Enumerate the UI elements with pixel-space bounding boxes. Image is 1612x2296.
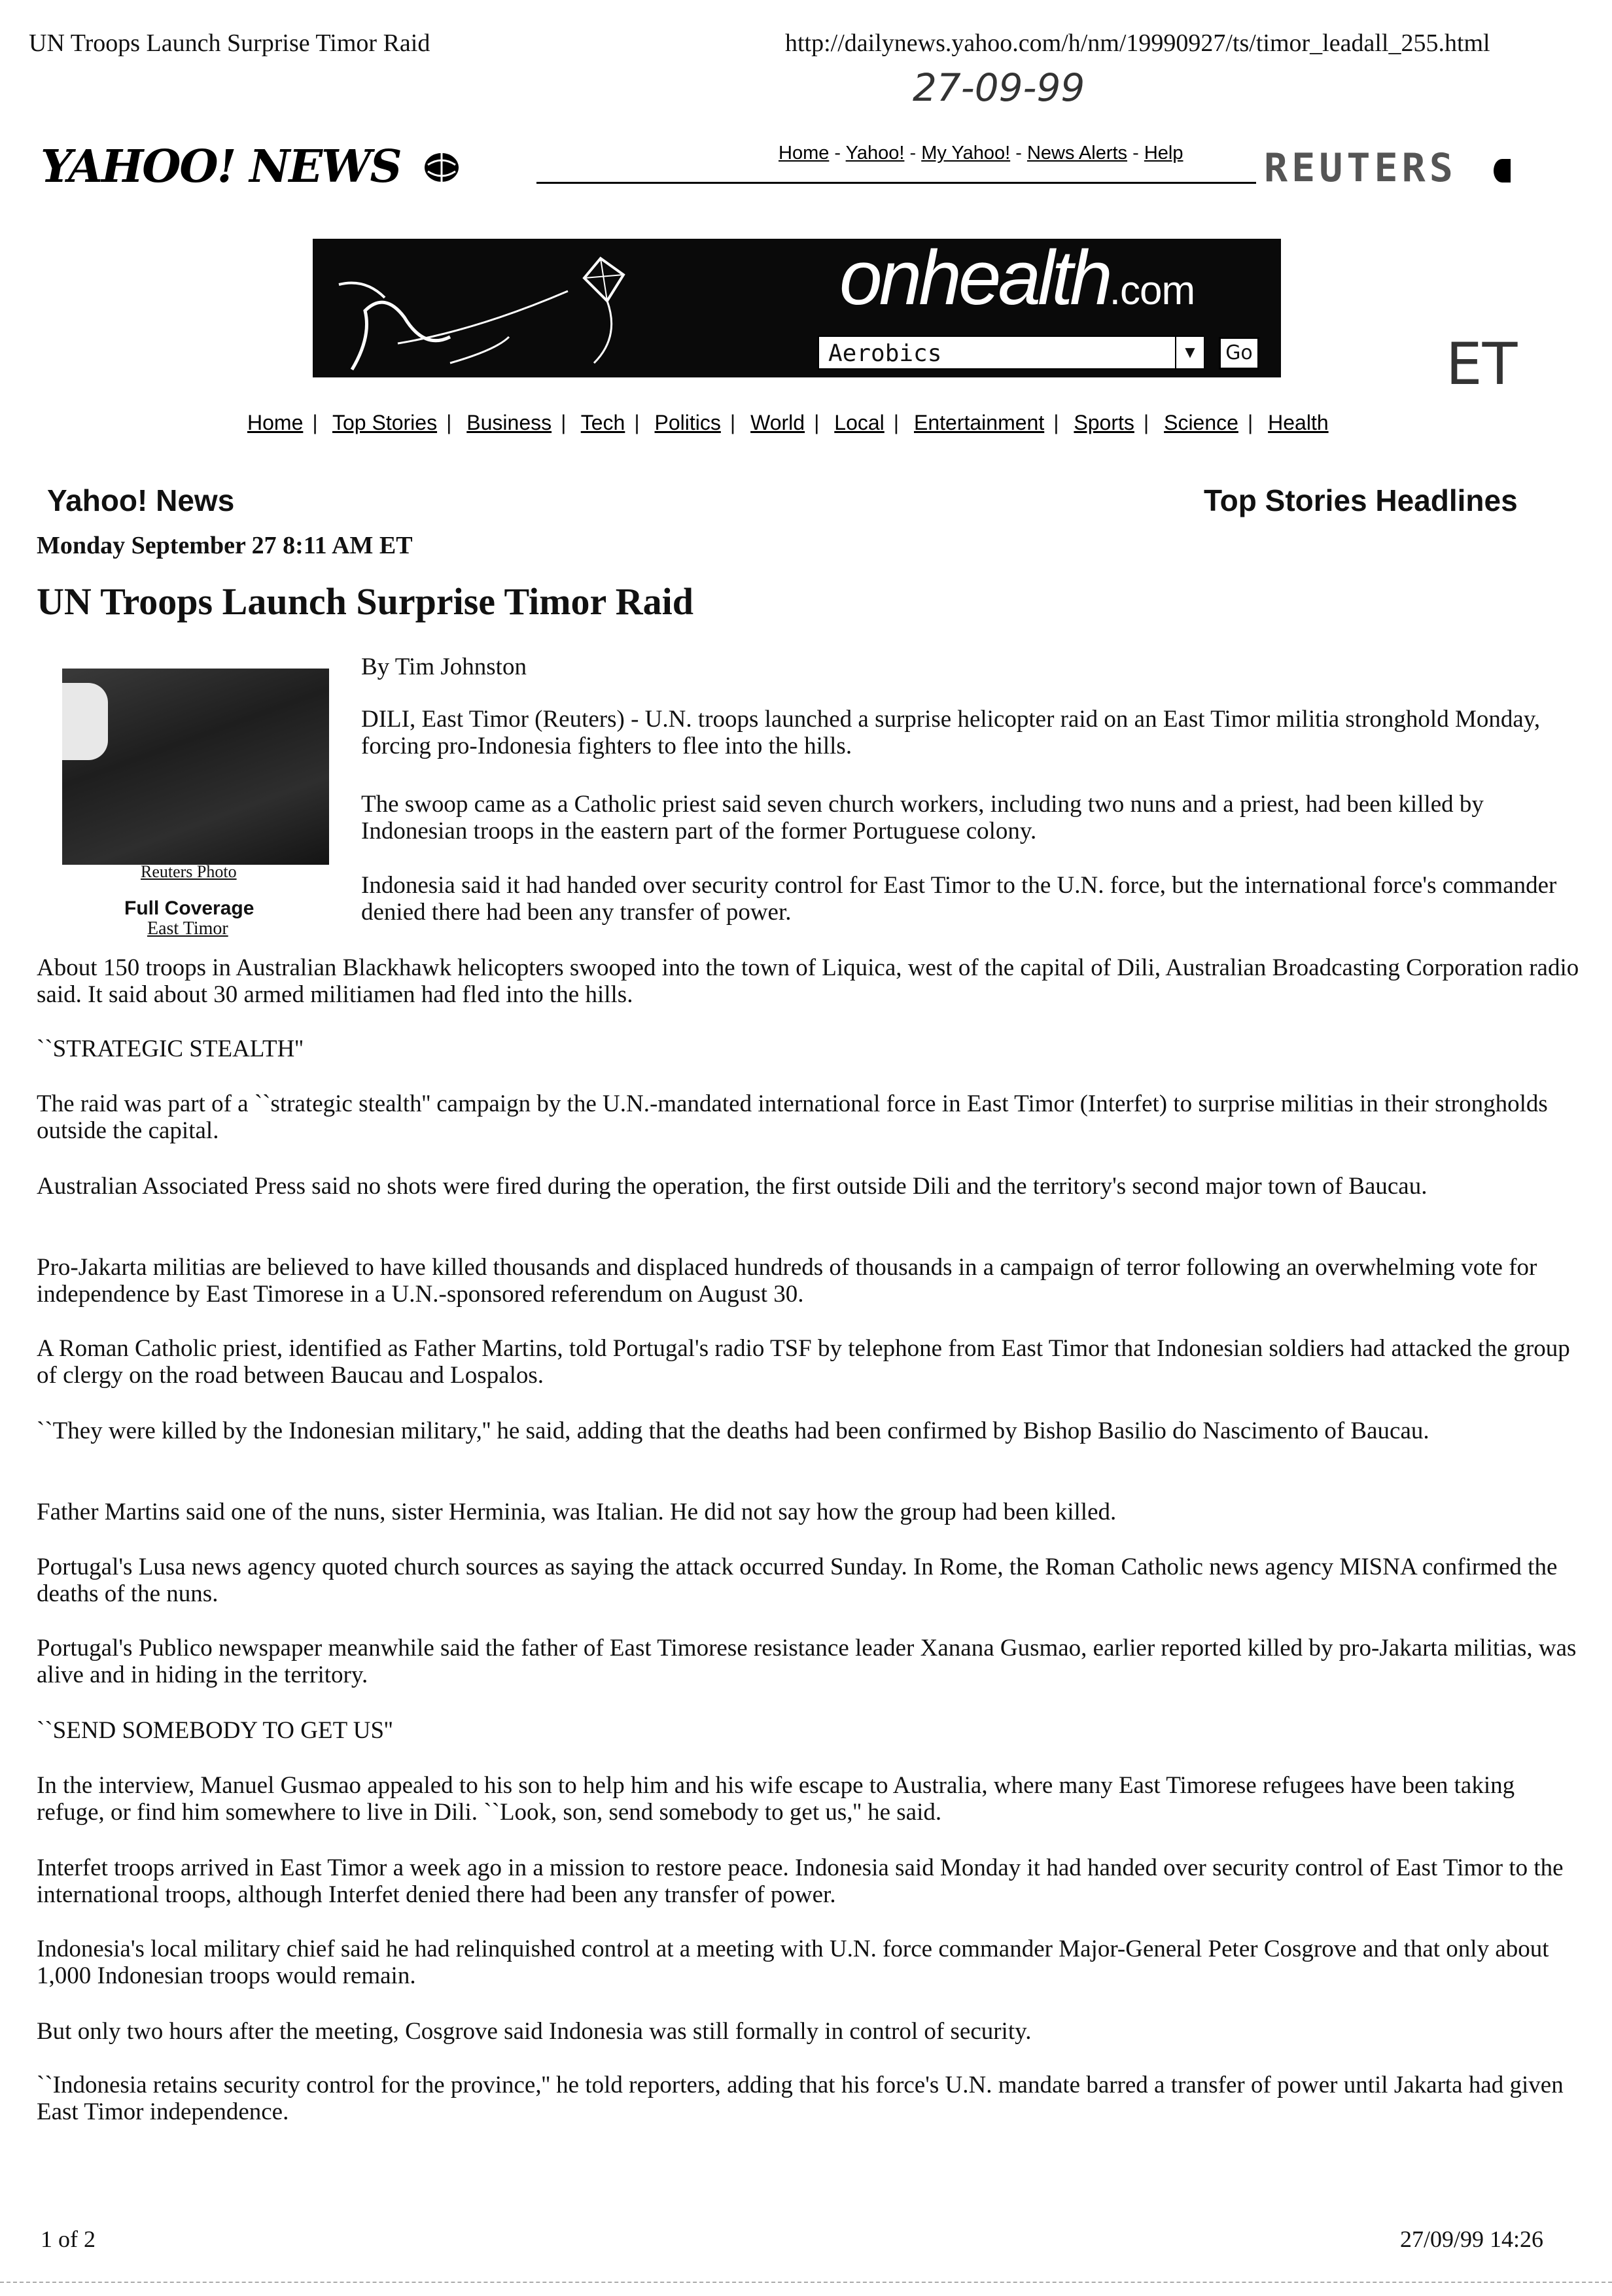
article-headline: UN Troops Launch Surprise Timor Raid bbox=[37, 580, 693, 623]
onhealth-logo: onhealth.com bbox=[839, 239, 1195, 321]
nav-health[interactable]: Health bbox=[1268, 411, 1329, 434]
topic-select[interactable]: Aerobics bbox=[818, 336, 1204, 370]
nav-business[interactable]: Business bbox=[466, 411, 552, 434]
article-paragraph: Indonesia's local military chief said he had relinquished control at a meeting with U.N. force commander Major-General Peter Cosgrove and that only about 1,000 Indonesian troops would remain. bbox=[37, 1936, 1549, 1989]
article-paragraph: In the interview, Manuel Gusmao appealed to his son to help him and his wife escape to Australia, where many East Timorese refugees have been taking refuge, or find him somewhere to live in Dili. ``Look, son, send somebody to get us,'' he said. bbox=[37, 1772, 1515, 1826]
print-header-url: http://dailynews.yahoo.com/h/nm/19990927/ts/timor_leadall_255.html bbox=[785, 29, 1490, 57]
main-nav: Home | Top Stories | Business | Tech | Politics | World | Local | Entertainment | Sports | Science | Health bbox=[247, 411, 1329, 434]
masthead-link-yahoo[interactable]: Yahoo! bbox=[845, 143, 905, 164]
chevron-down-icon[interactable]: ▼ bbox=[1175, 337, 1204, 368]
article-paragraph: Portugal's Publico newspaper meanwhile said the father of East Timorese resistance leader Xanana Gusmao, earlier reported killed by pro-Jakarta militias, was alive and in hiding in the territory. bbox=[37, 1635, 1577, 1688]
masthead-link-home[interactable]: Home bbox=[779, 143, 830, 164]
nav-politics[interactable]: Politics bbox=[654, 411, 721, 434]
masthead-link-news-alerts[interactable]: News Alerts bbox=[1026, 143, 1128, 164]
reuters-logo[interactable]: REUTERS bbox=[1264, 145, 1511, 191]
article-paragraph: Interfet troops arrived in East Timor a week ago in a mission to restore peace. Indonesia said Monday it had handed over security control of East Timor to the international troops, although Interfet denied there had been any transfer of power. bbox=[37, 1854, 1564, 1908]
full-coverage-link[interactable]: East Timor bbox=[147, 918, 228, 939]
masthead-rule bbox=[536, 182, 1256, 184]
nav-local[interactable]: Local bbox=[834, 411, 885, 434]
article-paragraph: Australian Associated Press said no shots were fired during the operation, the first outside Dili and the territory's second major town of Baucau. bbox=[37, 1173, 1428, 1200]
masthead-links: Home - Yahoo! - My Yahoo! - News Alerts - Help bbox=[779, 143, 1183, 164]
onhealth-banner-ad[interactable] bbox=[313, 239, 1281, 377]
article-paragraph: ``They were killed by the Indonesian military,'' he said, adding that the deaths had been confirmed by Bishop Basilio do Nascimento of Baucau. bbox=[37, 1418, 1429, 1444]
article-paragraph: DILI, East Timor (Reuters) - U.N. troops launched a surprise helicopter raid on an East Timor militia stronghold Monday, forcing pro-Indonesia fighters to flee into the hills. bbox=[361, 706, 1541, 759]
page-count: 1 of 2 bbox=[41, 2226, 96, 2252]
article-paragraph: Indonesia said it had handed over security control for East Timor to the U.N. force, but the international force's commander denied there had been any transfer of power. bbox=[361, 872, 1557, 926]
article-paragraph: A Roman Catholic priest, identified as Father Martins, told Portugal's radio TSF by telephone from East Timor that Indonesian soldiers had attacked the group of clergy on the road between Baucau and Lospalos. bbox=[37, 1335, 1570, 1389]
page-bottom-rule bbox=[0, 2282, 1612, 2283]
nav-entertainment[interactable]: Entertainment bbox=[913, 411, 1045, 434]
news-photo[interactable] bbox=[62, 669, 329, 865]
nav-home[interactable]: Home bbox=[247, 411, 304, 434]
handwritten-initials: ET bbox=[1446, 330, 1518, 398]
article-paragraph: Father Martins said one of the nuns, sister Herminia, was Italian. He did not say how the group had been killed. bbox=[37, 1499, 1117, 1525]
dateline: Monday September 27 8:11 AM ET bbox=[37, 532, 413, 559]
article-paragraph: ``Indonesia retains security control for the province,'' he told reporters, adding that his force's U.N. mandate barred a transfer of power until Jakarta had given East Timor independence. bbox=[37, 2072, 1564, 2125]
reuters-dot-icon bbox=[1494, 159, 1511, 183]
kite-illustration-icon bbox=[313, 239, 679, 377]
article-paragraph: About 150 troops in Australian Blackhawk helicopters swooped into the town of Liquica, west of the capital of Dili, Australian Broadcasting Corporation radio said. It said about 30 armed militiamen had fled into the hills. bbox=[37, 954, 1579, 1008]
masthead-link-help[interactable]: Help bbox=[1144, 143, 1183, 164]
article-paragraph: The swoop came as a Catholic priest said seven church workers, including two nuns and a priest, had been killed by Indonesian troops in the eastern part of the former Portuguese colony. bbox=[361, 791, 1484, 844]
handwritten-date: 27-09-99 bbox=[913, 65, 1085, 110]
masthead-link-my-yahoo[interactable]: My Yahoo! bbox=[921, 143, 1011, 164]
print-timestamp: 27/09/99 14:26 bbox=[1400, 2226, 1544, 2252]
full-coverage-label: Full Coverage bbox=[124, 897, 254, 919]
article-subheading: ``STRATEGIC STEALTH'' bbox=[37, 1035, 304, 1062]
print-header-title: UN Troops Launch Surprise Timor Raid bbox=[29, 29, 430, 57]
article-paragraph: Pro-Jakarta militias are believed to have killed thousands and displaced hundreds of thousands in a campaign of terror following an overwhelming vote for independence by East Timorese in a U.N.-sponsored referendum on August 30. bbox=[37, 1254, 1537, 1308]
nav-sports[interactable]: Sports bbox=[1074, 411, 1134, 434]
article-paragraph: But only two hours after the meeting, Cosgrove said Indonesia was still formally in control of security. bbox=[37, 2018, 1032, 2045]
go-button[interactable]: Go bbox=[1219, 337, 1259, 370]
top-stories-headlines-link[interactable]: Top Stories Headlines bbox=[1204, 483, 1518, 517]
article-paragraph: Portugal's Lusa news agency quoted church sources as saying the attack occurred Sunday. In Rome, the Roman Catholic news agency MISNA confirmed the deaths of the nuns. bbox=[37, 1554, 1558, 1607]
globe-icon bbox=[421, 150, 462, 184]
nav-science[interactable]: Science bbox=[1164, 411, 1238, 434]
section-title: Yahoo! News bbox=[47, 483, 235, 517]
nav-world[interactable]: World bbox=[750, 411, 805, 434]
yahoo-news-logo[interactable]: YAHOO! NEWS bbox=[41, 141, 462, 193]
nav-top-stories[interactable]: Top Stories bbox=[332, 411, 438, 434]
article-subheading: ``SEND SOMEBODY TO GET US'' bbox=[37, 1717, 393, 1744]
photo-credit-link[interactable]: Reuters Photo bbox=[141, 862, 237, 881]
article-paragraph: The raid was part of a ``strategic stealth'' campaign by the U.N.-mandated international force in East Timor (Interfet) to surprise militias in their strongholds outside the capital. bbox=[37, 1090, 1548, 1144]
nav-tech[interactable]: Tech bbox=[580, 411, 625, 434]
byline: By Tim Johnston bbox=[361, 653, 527, 680]
